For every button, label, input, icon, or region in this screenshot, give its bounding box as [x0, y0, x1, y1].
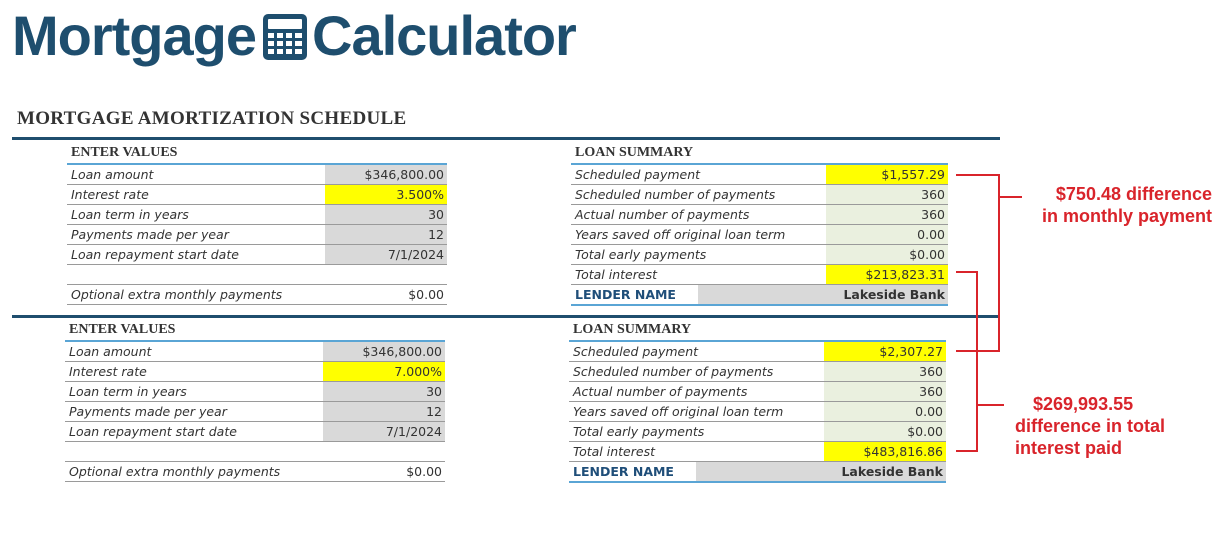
- payment-bracket-top: [956, 174, 1000, 176]
- table-row: [65, 362, 445, 382]
- lender-name-input[interactable]: Lakeside Bank: [696, 462, 946, 481]
- blank-row: [65, 442, 445, 462]
- interest-bracket-bottom: [956, 450, 978, 452]
- total-interest-value: $213,823.31: [826, 265, 948, 284]
- table-row: [569, 402, 946, 422]
- table-row: [571, 265, 948, 285]
- table-row: [571, 165, 948, 185]
- lender-name-input[interactable]: Lakeside Bank: [698, 285, 948, 304]
- table-row: [65, 402, 445, 422]
- row-label: Optional extra monthly payments: [69, 464, 281, 479]
- row-label: Interest rate: [71, 187, 149, 202]
- early-payments-value: $0.00: [826, 245, 948, 264]
- row-label: Scheduled number of payments: [573, 364, 774, 379]
- row-label: Interest rate: [69, 364, 147, 379]
- actual-number-value: 360: [826, 205, 948, 224]
- blank-row: [67, 265, 447, 285]
- row-label: Years saved off original loan term: [573, 404, 784, 419]
- early-payments-value: $0.00: [824, 422, 946, 441]
- row-label: Loan amount: [71, 167, 154, 182]
- loan-summary-table-2: [569, 320, 946, 483]
- table-row: [67, 225, 447, 245]
- row-label: Loan amount: [69, 344, 152, 359]
- payment-bracket-bottom: [956, 350, 1000, 352]
- schedule-title: MORTGAGE AMORTIZATION SCHEDULE: [17, 108, 407, 129]
- payment-difference-line2: in monthly payment: [1041, 206, 1212, 226]
- table-row: [67, 165, 447, 185]
- logo-text-mortgage: Mortgage: [12, 3, 256, 67]
- enter-values-table-2: [65, 320, 445, 482]
- row-label: Payments made per year: [71, 227, 229, 242]
- payment-bracket-pointer: [1000, 196, 1022, 198]
- table-row: [569, 382, 946, 402]
- years-saved-value: 0.00: [826, 225, 948, 244]
- table-row: [569, 342, 946, 362]
- payment-difference-line1: $750.48 difference: [1055, 184, 1212, 204]
- loan-term-input[interactable]: 30: [323, 382, 445, 401]
- row-label: Years saved off original loan term: [575, 227, 786, 242]
- interest-rate-input[interactable]: 7.000%: [323, 362, 445, 381]
- start-date-input[interactable]: 7/1/2024: [323, 422, 445, 441]
- scheduled-payment-value: $1,557.29: [826, 165, 948, 184]
- calculator-icon: [262, 13, 308, 61]
- loan-amount-input[interactable]: $346,800.00: [323, 342, 445, 361]
- row-label: Total interest: [573, 444, 655, 459]
- years-saved-value: 0.00: [824, 402, 946, 421]
- lender-row: [569, 462, 946, 483]
- loan-amount-input[interactable]: $346,800.00: [325, 165, 447, 184]
- table-row: [569, 362, 946, 382]
- row-label: Scheduled payment: [575, 167, 701, 182]
- row-label: Loan repayment start date: [69, 424, 237, 439]
- table-row: [569, 422, 946, 442]
- title-rule: [12, 137, 1000, 140]
- interest-difference-line1: $269,993.55: [1033, 394, 1134, 414]
- scheduled-number-value: 360: [826, 185, 948, 204]
- payment-bracket-vertical: [998, 174, 1000, 352]
- start-date-input[interactable]: 7/1/2024: [325, 245, 447, 264]
- table-row: [571, 225, 948, 245]
- extra-payments-input[interactable]: $0.00: [406, 464, 442, 479]
- enter-values-header: ENTER VALUES: [65, 320, 445, 342]
- actual-number-value: 360: [824, 382, 946, 401]
- interest-bracket-pointer: [978, 404, 1004, 406]
- table-row: [67, 185, 447, 205]
- total-interest-value: $483,816.86: [824, 442, 946, 461]
- row-label: Payments made per year: [69, 404, 227, 419]
- row-label: Loan term in years: [71, 207, 189, 222]
- payment-difference-note: [1028, 183, 1212, 227]
- row-label: Scheduled number of payments: [575, 187, 776, 202]
- lender-row: [571, 285, 948, 306]
- interest-rate-input[interactable]: 3.500%: [325, 185, 447, 204]
- section-divider: [12, 315, 1000, 318]
- table-row: [571, 205, 948, 225]
- lender-label: LENDER NAME: [573, 464, 674, 479]
- table-row: [65, 462, 445, 482]
- table-row: [571, 185, 948, 205]
- table-row: [65, 342, 445, 362]
- row-label: Total early payments: [575, 247, 707, 262]
- table-row: [67, 285, 447, 305]
- row-label: Total interest: [575, 267, 657, 282]
- row-label: Scheduled payment: [573, 344, 699, 359]
- interest-difference-note: [1015, 393, 1205, 459]
- row-label: Actual number of payments: [573, 384, 748, 399]
- interest-bracket-vertical: [976, 271, 978, 452]
- row-label: Loan repayment start date: [71, 247, 239, 262]
- logo-text-calculator: Calculator: [312, 3, 576, 67]
- table-row: [67, 245, 447, 265]
- extra-payments-input[interactable]: $0.00: [408, 287, 444, 302]
- row-label: Optional extra monthly payments: [71, 287, 283, 302]
- payments-per-year-input[interactable]: 12: [323, 402, 445, 421]
- logo: [12, 0, 576, 70]
- scheduled-number-value: 360: [824, 362, 946, 381]
- lender-label: LENDER NAME: [575, 287, 676, 302]
- table-row: [65, 382, 445, 402]
- table-row: [67, 205, 447, 225]
- enter-values-header: ENTER VALUES: [67, 143, 447, 165]
- table-row: [571, 245, 948, 265]
- enter-values-table-1: [67, 143, 447, 305]
- table-row: [65, 422, 445, 442]
- row-label: Total early payments: [573, 424, 705, 439]
- interest-difference-line2: difference in total: [1015, 416, 1166, 436]
- table-row: [569, 442, 946, 462]
- loan-summary-header: LOAN SUMMARY: [571, 143, 948, 165]
- row-label: Actual number of payments: [575, 207, 750, 222]
- loan-summary-table-1: [571, 143, 948, 306]
- scheduled-payment-value: $2,307.27: [824, 342, 946, 361]
- interest-difference-line3: interest paid: [1015, 438, 1123, 458]
- loan-summary-header: LOAN SUMMARY: [569, 320, 946, 342]
- payments-per-year-input[interactable]: 12: [325, 225, 447, 244]
- loan-term-input[interactable]: 30: [325, 205, 447, 224]
- interest-bracket-top: [956, 271, 978, 273]
- row-label: Loan term in years: [69, 384, 187, 399]
